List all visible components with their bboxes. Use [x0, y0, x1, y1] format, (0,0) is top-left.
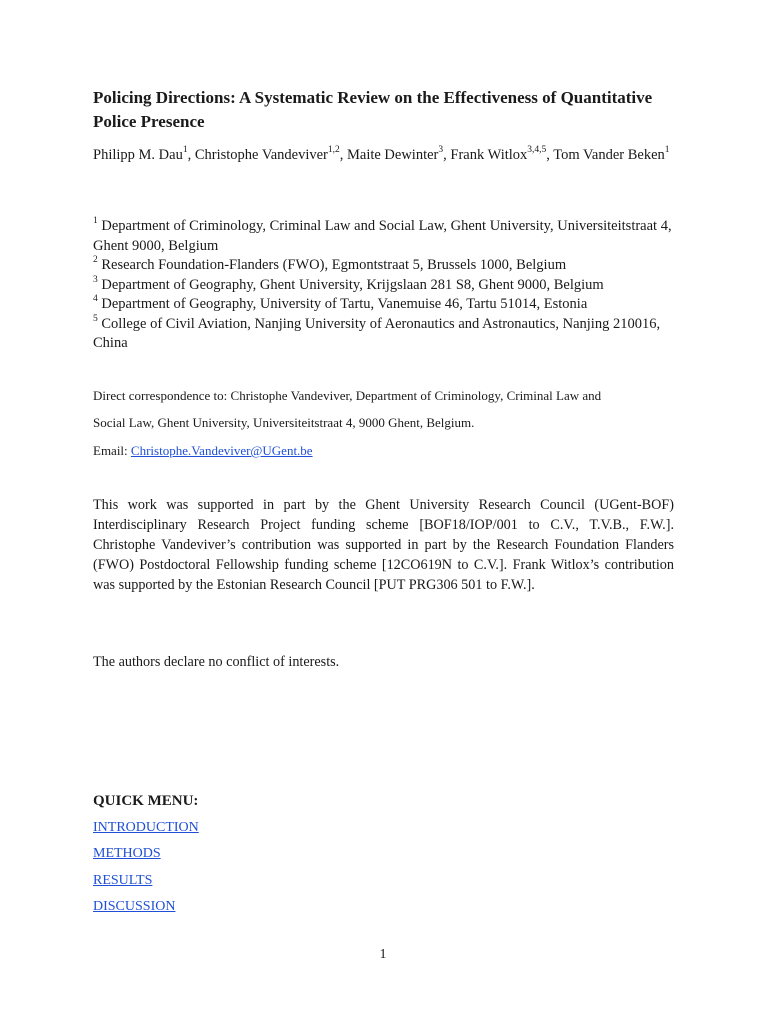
quick-menu-item [93, 897, 199, 923]
affiliation-item [93, 295, 674, 315]
affiliation-item [93, 276, 674, 296]
author-separator: , [546, 147, 554, 163]
affiliation-number: 2 [93, 255, 98, 266]
author-list [93, 145, 674, 165]
affiliation-item [93, 217, 674, 256]
author-separator: , [187, 147, 195, 163]
author-name: Philipp M. Dau [93, 147, 183, 163]
affiliation-text: Department of Geography, University of Tartu, Vanemuise 46, Tartu 51014, Estonia [101, 296, 588, 312]
quick-menu-link-methods[interactable]: METHODS [93, 846, 161, 862]
page-number: 1 [379, 947, 387, 962]
author-affiliation-marker: 1 [182, 145, 188, 156]
quick-menu-heading: QUICK MENU: [93, 793, 199, 809]
author-separator: , [339, 147, 347, 163]
quick-menu-item [93, 871, 199, 897]
quick-menu-item [93, 818, 199, 844]
paper-title: Policing Directions: A Systematic Review on the Effectiveness of Quantitative Police Presence [93, 88, 653, 131]
correspondence-line-1: Direct correspondence to: Christophe Vandeviver, Department of Criminology, Criminal Law and [93, 388, 602, 403]
author-name: Frank Witlox [450, 147, 528, 163]
affiliation-text: College of Civil Aviation, Nanjing University of Aeronautics and Astronautics, Nanjing 210016, China [93, 315, 661, 351]
quick-menu-link-introduction[interactable]: INTRODUCTION [93, 820, 199, 835]
author-affiliation-marker: 3 [438, 145, 444, 156]
author-name: Christophe Vandeviver [194, 147, 328, 163]
quick-menu-item [93, 844, 199, 870]
quick-menu-link-discussion[interactable]: DISCUSSION [93, 899, 176, 915]
quick-menu-list [93, 818, 199, 924]
affiliation-number: 3 [93, 274, 98, 285]
author-name: Tom Vander Beken [553, 147, 665, 163]
author-affiliation-marker: 1,2 [327, 145, 340, 156]
author-affiliation-marker: 1 [664, 145, 670, 156]
affiliation-list [93, 217, 674, 354]
author-separator: , [443, 147, 451, 163]
conflict-statement: The authors declare no conflict of interests. [93, 654, 340, 670]
quick-menu-link-results[interactable]: RESULTS [93, 872, 153, 888]
affiliation-text: Research Foundation-Flanders (FWO), Egmontstraat 5, Brussels 1000, Belgium [101, 257, 567, 273]
correspondence-line-2: Social Law, Ghent University, Universiteitstraat 4, 9000 Ghent, Belgium. [93, 415, 475, 430]
funding-statement: This work was supported in part by the Ghent University Research Council (UGent-BOF) Interdisciplinary Research Project funding scheme [BOF18/IOP/001 to C.V., T.V.B., F.W.]. Christophe Vandeviver’s contribution was supported in part by the Research Foundation Flanders (FWO) Postdoctoral Fellowship funding scheme [12CO619N to C.V.]. Frank Witlox’s contribution was supported by the Estonian Research Council [PUT PRG306 501 to F.W.]. [93, 497, 674, 593]
affiliation-number: 1 [93, 216, 98, 227]
affiliation-item [93, 256, 674, 276]
affiliation-text: Department of Geography, Ghent University, Krijgslaan 281 S8, Ghent 9000, Belgium [101, 276, 604, 293]
affiliation-number: 5 [93, 313, 98, 324]
affiliation-number: 4 [93, 294, 98, 305]
email-label: Email: [93, 443, 131, 458]
affiliation-text: Department of Criminology, Criminal Law and Social Law, Ghent University, Universiteitstraat 4, Ghent 9000, Belgium [93, 218, 672, 254]
email-line [93, 442, 313, 460]
author-affiliation-marker: 3,4,5 [527, 145, 547, 156]
email-link[interactable]: Christophe.Vandeviver@UGent.be [130, 443, 313, 458]
author-name: Maite Dewinter [346, 147, 439, 163]
affiliation-item [93, 315, 674, 354]
